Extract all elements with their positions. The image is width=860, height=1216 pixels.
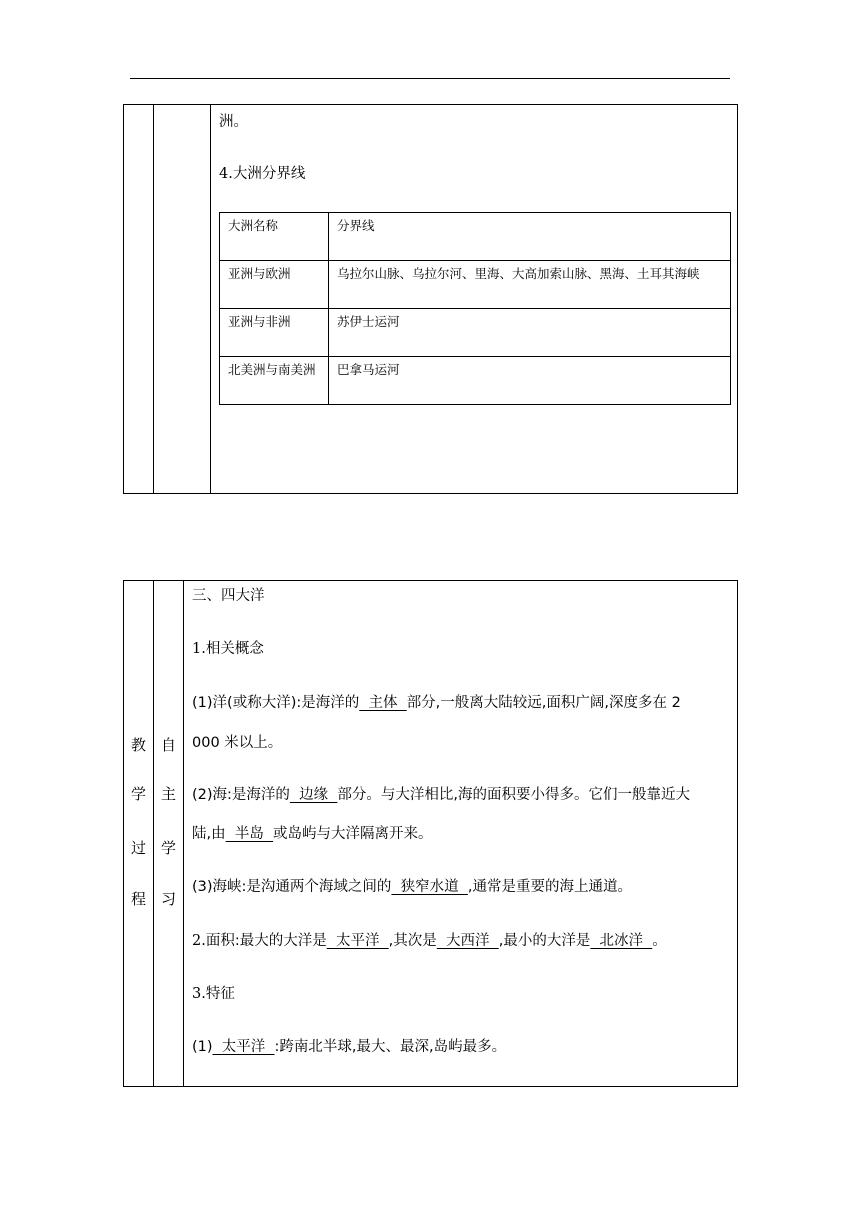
answer-blank: 太平洋 [326, 933, 389, 949]
paragraph-ocean-line2: 000 米以上。 [192, 735, 283, 751]
upper-col-2 [154, 105, 211, 493]
text-run: (3)海峡:是沟通两个海域之间的 [192, 879, 392, 895]
answer-blank: 大西洋 [436, 933, 499, 949]
text-run: 部分,一般离大陆较远,面积广阔,深度多在 2 [406, 695, 681, 711]
text-run: 面积:最大的大洋是 [205, 933, 327, 949]
text-run: (2)海:是海洋的 [192, 787, 290, 803]
table-row [220, 309, 731, 357]
heading-number: 1. [192, 641, 206, 657]
text-run: 或岛屿与大洋隔离开来。 [273, 826, 433, 842]
upper-table-block [123, 104, 738, 494]
upper-col-1 [124, 105, 154, 493]
table-row [220, 357, 731, 405]
answer-blank: 边缘 [289, 787, 338, 803]
upper-content-cell [211, 105, 737, 493]
text-run: ,最小的大洋是 [498, 933, 591, 949]
section-title: 三、四大洋 [192, 588, 265, 604]
paragraph-ocean-line1 [192, 694, 681, 712]
heading-number: 4. [219, 166, 233, 182]
heading-text: 大洲分界线 [232, 166, 306, 182]
heading-text: 相关概念 [205, 641, 264, 657]
answer-blank: 半岛 [225, 826, 274, 842]
row-boundary: 巴拿马运河 [329, 357, 731, 405]
section-heading [219, 165, 305, 183]
answer-blank: 狭窄水道 [391, 879, 468, 895]
paragraph-strait [192, 878, 632, 896]
paragraph-pacific [192, 1038, 506, 1056]
table-row [220, 261, 731, 309]
row-boundary: 乌拉尔山脉、乌拉尔河、里海、大高加索山脉、黑海、土耳其海峡 [329, 261, 731, 309]
side-label-char: 程 [130, 890, 146, 908]
paragraph-area [192, 932, 667, 950]
paragraph-sea-line1 [192, 786, 690, 804]
text-run: 部分。与大洋相比,海的面积要小得多。它们一般靠近大 [337, 787, 690, 803]
answer-blank: 主体 [359, 695, 407, 711]
teaching-process-label [124, 581, 154, 1086]
continent-boundary-table [219, 212, 731, 405]
text-run: ,通常是重要的海上通道。 [467, 879, 632, 895]
row-continent-name: 亚洲与欧洲 [220, 261, 329, 309]
side-label-char: 学 [130, 785, 146, 803]
continuation-text: 洲。 [219, 114, 248, 130]
heading-number: 3. [192, 986, 206, 1002]
heading-text: 特征 [205, 986, 235, 1002]
answer-blank: 北冰洋 [590, 933, 653, 949]
features-heading [192, 985, 235, 1003]
side-label-char: 教 [130, 736, 146, 754]
row-boundary: 苏伊士运河 [329, 309, 731, 357]
text-run: (1) [192, 1039, 213, 1055]
side-label-char: 自 [160, 736, 176, 754]
side-label-char: 过 [130, 839, 146, 857]
row-continent-name: 亚洲与非洲 [220, 309, 329, 357]
text-run: (1)洋(或称大洋):是海洋的 [192, 695, 360, 711]
side-label-char: 学 [160, 839, 176, 857]
text-run: 。 [652, 933, 667, 949]
text-run: ,其次是 [388, 933, 437, 949]
concept-heading [192, 640, 264, 658]
answer-blank: 太平洋 [212, 1039, 275, 1055]
side-label-char: 主 [160, 785, 176, 803]
text-run: :跨南北半球,最大、最深,岛屿最多。 [274, 1039, 507, 1055]
table-header-row [220, 213, 731, 261]
row-continent-name: 北美洲与南美洲 [220, 357, 329, 405]
self-study-label [154, 581, 184, 1086]
heading-number: 2. [192, 933, 206, 949]
header-boundary: 分界线 [329, 213, 731, 261]
lower-lesson-block [123, 580, 738, 1087]
side-label-char: 习 [160, 890, 176, 908]
header-rule [130, 78, 730, 79]
lower-content-cell [184, 581, 737, 1086]
header-continent-name: 大洲名称 [220, 213, 329, 261]
paragraph-sea-line2 [192, 825, 433, 843]
text-run: 陆,由 [192, 826, 226, 842]
